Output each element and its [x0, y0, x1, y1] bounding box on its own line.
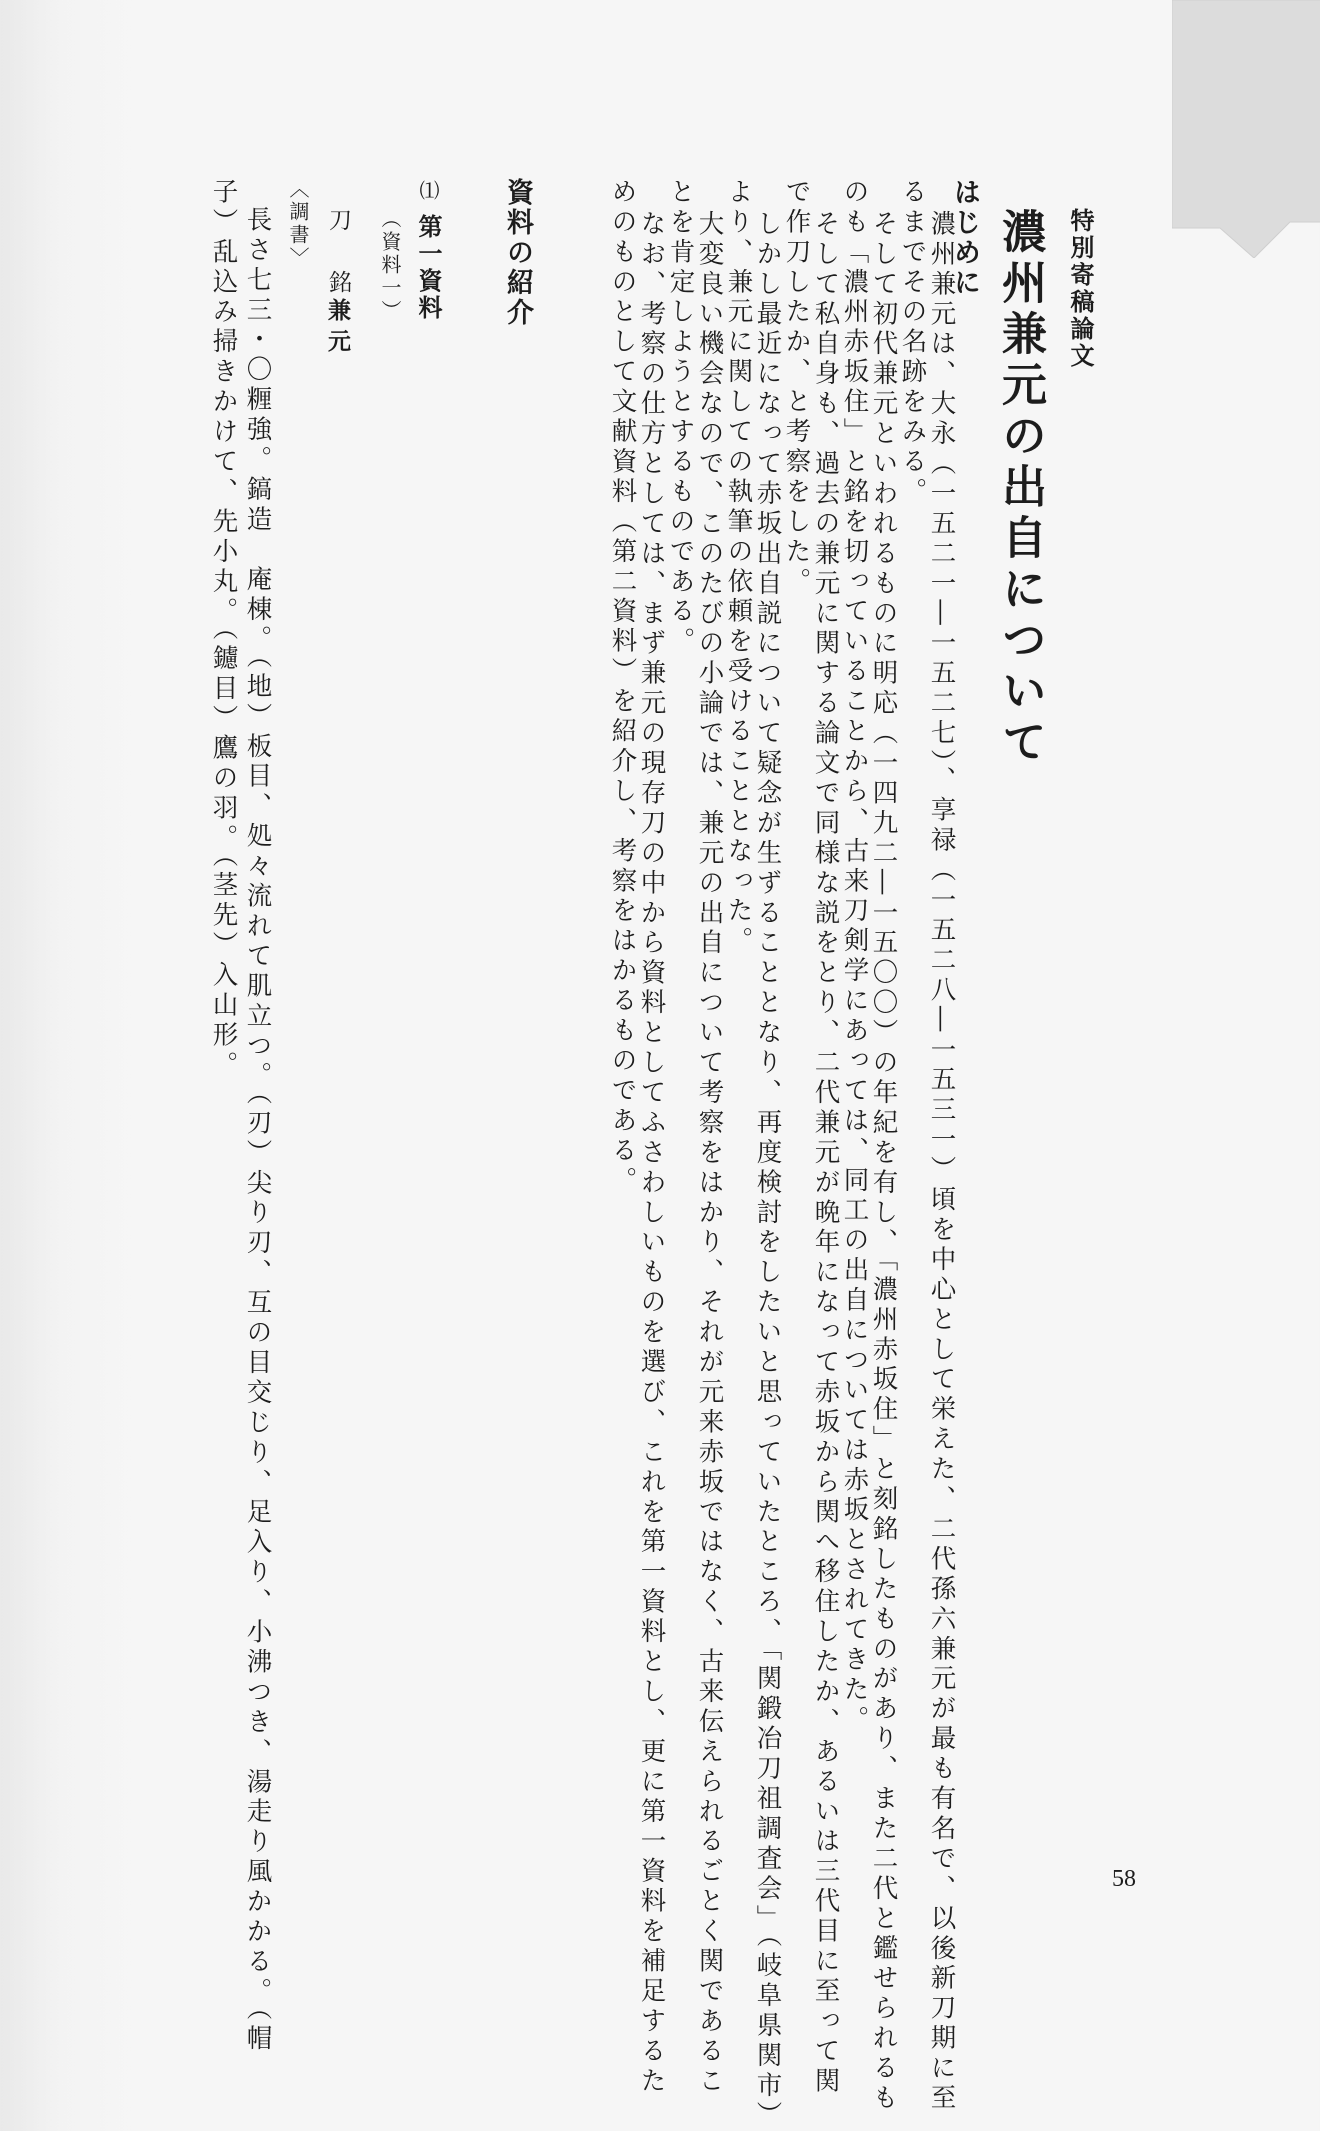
- section-heading: 資料の紹介: [502, 178, 533, 328]
- item-title: 第一資料: [414, 214, 442, 322]
- survey-line: 子）乱込み掃きかけて、先小丸。（鑢目）鷹の羽。（茎先）入山形。: [208, 178, 239, 1081]
- body-line: で作刀したか、と考察をした。: [781, 178, 812, 598]
- survey-label: 〈調書〉: [286, 178, 310, 270]
- reference-label: （資料一）: [378, 208, 402, 323]
- body-line: 濃州兼元は、大永（一五二一―一五二七）、享禄（一五二八―一五三一）頃を中心として栄えた、二代孫六兼元が最も有名で、以後新刀期に至: [926, 210, 957, 2115]
- body-line: とを肯定しようとするものである。: [665, 178, 696, 658]
- survey-line: 長さ七三・〇糎強。鎬造 庵棟。（地）板目、処々流れて肌立つ。（刃）尖り刃、互の目交じり、足入り、小沸つき、湯走り風かかる。（帽: [242, 206, 273, 2055]
- page-tab-marker: [1172, 0, 1320, 258]
- body-line: のも「濃州赤坂住」と銘を切っていることから、古来刀剣学にあっては、同工の出自については赤坂とされてきた。: [839, 178, 870, 1736]
- section-heading: はじめに: [949, 178, 980, 298]
- body-line: しかし最近になって赤坂出自説について疑念が生ずることとなり、再度検討をしたいと思っていたところ、「関鍛冶刀祖調査会」（岐阜県関市）: [752, 210, 783, 2131]
- body-line: なお、考察の仕方としては、まず兼元の現存刀の中から資料としてふさわしいものを選び、これを第一資料とし、更に第一資料を補足するた: [636, 210, 667, 2097]
- body-line: そして私自身も、過去の兼元に関する論文で同様な説をとり、二代兼元が晩年になって赤坂から関へ移住したか、あるいは三代目に至って関: [810, 210, 841, 2097]
- body-line: より、兼元に関しての執筆の依頼を受けることとなった。: [723, 178, 754, 957]
- mei-label: 刀 銘: [325, 208, 351, 301]
- body-line: めのものとして文献資料（第二資料）を紹介し、考察をはかるものである。: [607, 178, 638, 1197]
- mei-value: 兼元: [324, 298, 351, 360]
- body-line: そして初代兼元といわれるものに明応（一四九二―一五〇〇）の年紀を有し、「濃州赤坂住」と刻銘したものがあり、また二代と鑑せられるも: [868, 210, 899, 2115]
- body-line: 大変良い機会なので、このたびの小論では、兼元の出自について考察をはかり、それが元来赤坂ではなく、古来伝えられるごとく関であるこ: [694, 210, 725, 2097]
- body-line: るまでその名跡をみる。: [897, 178, 928, 508]
- series-label: 特別寄稿論文: [1066, 208, 1094, 370]
- item-number: ⑴: [416, 180, 440, 203]
- page-content: [118, 178, 1118, 2131]
- article-title: 濃州兼元の出自について: [994, 208, 1047, 769]
- page-number: 58: [1112, 1866, 1136, 1892]
